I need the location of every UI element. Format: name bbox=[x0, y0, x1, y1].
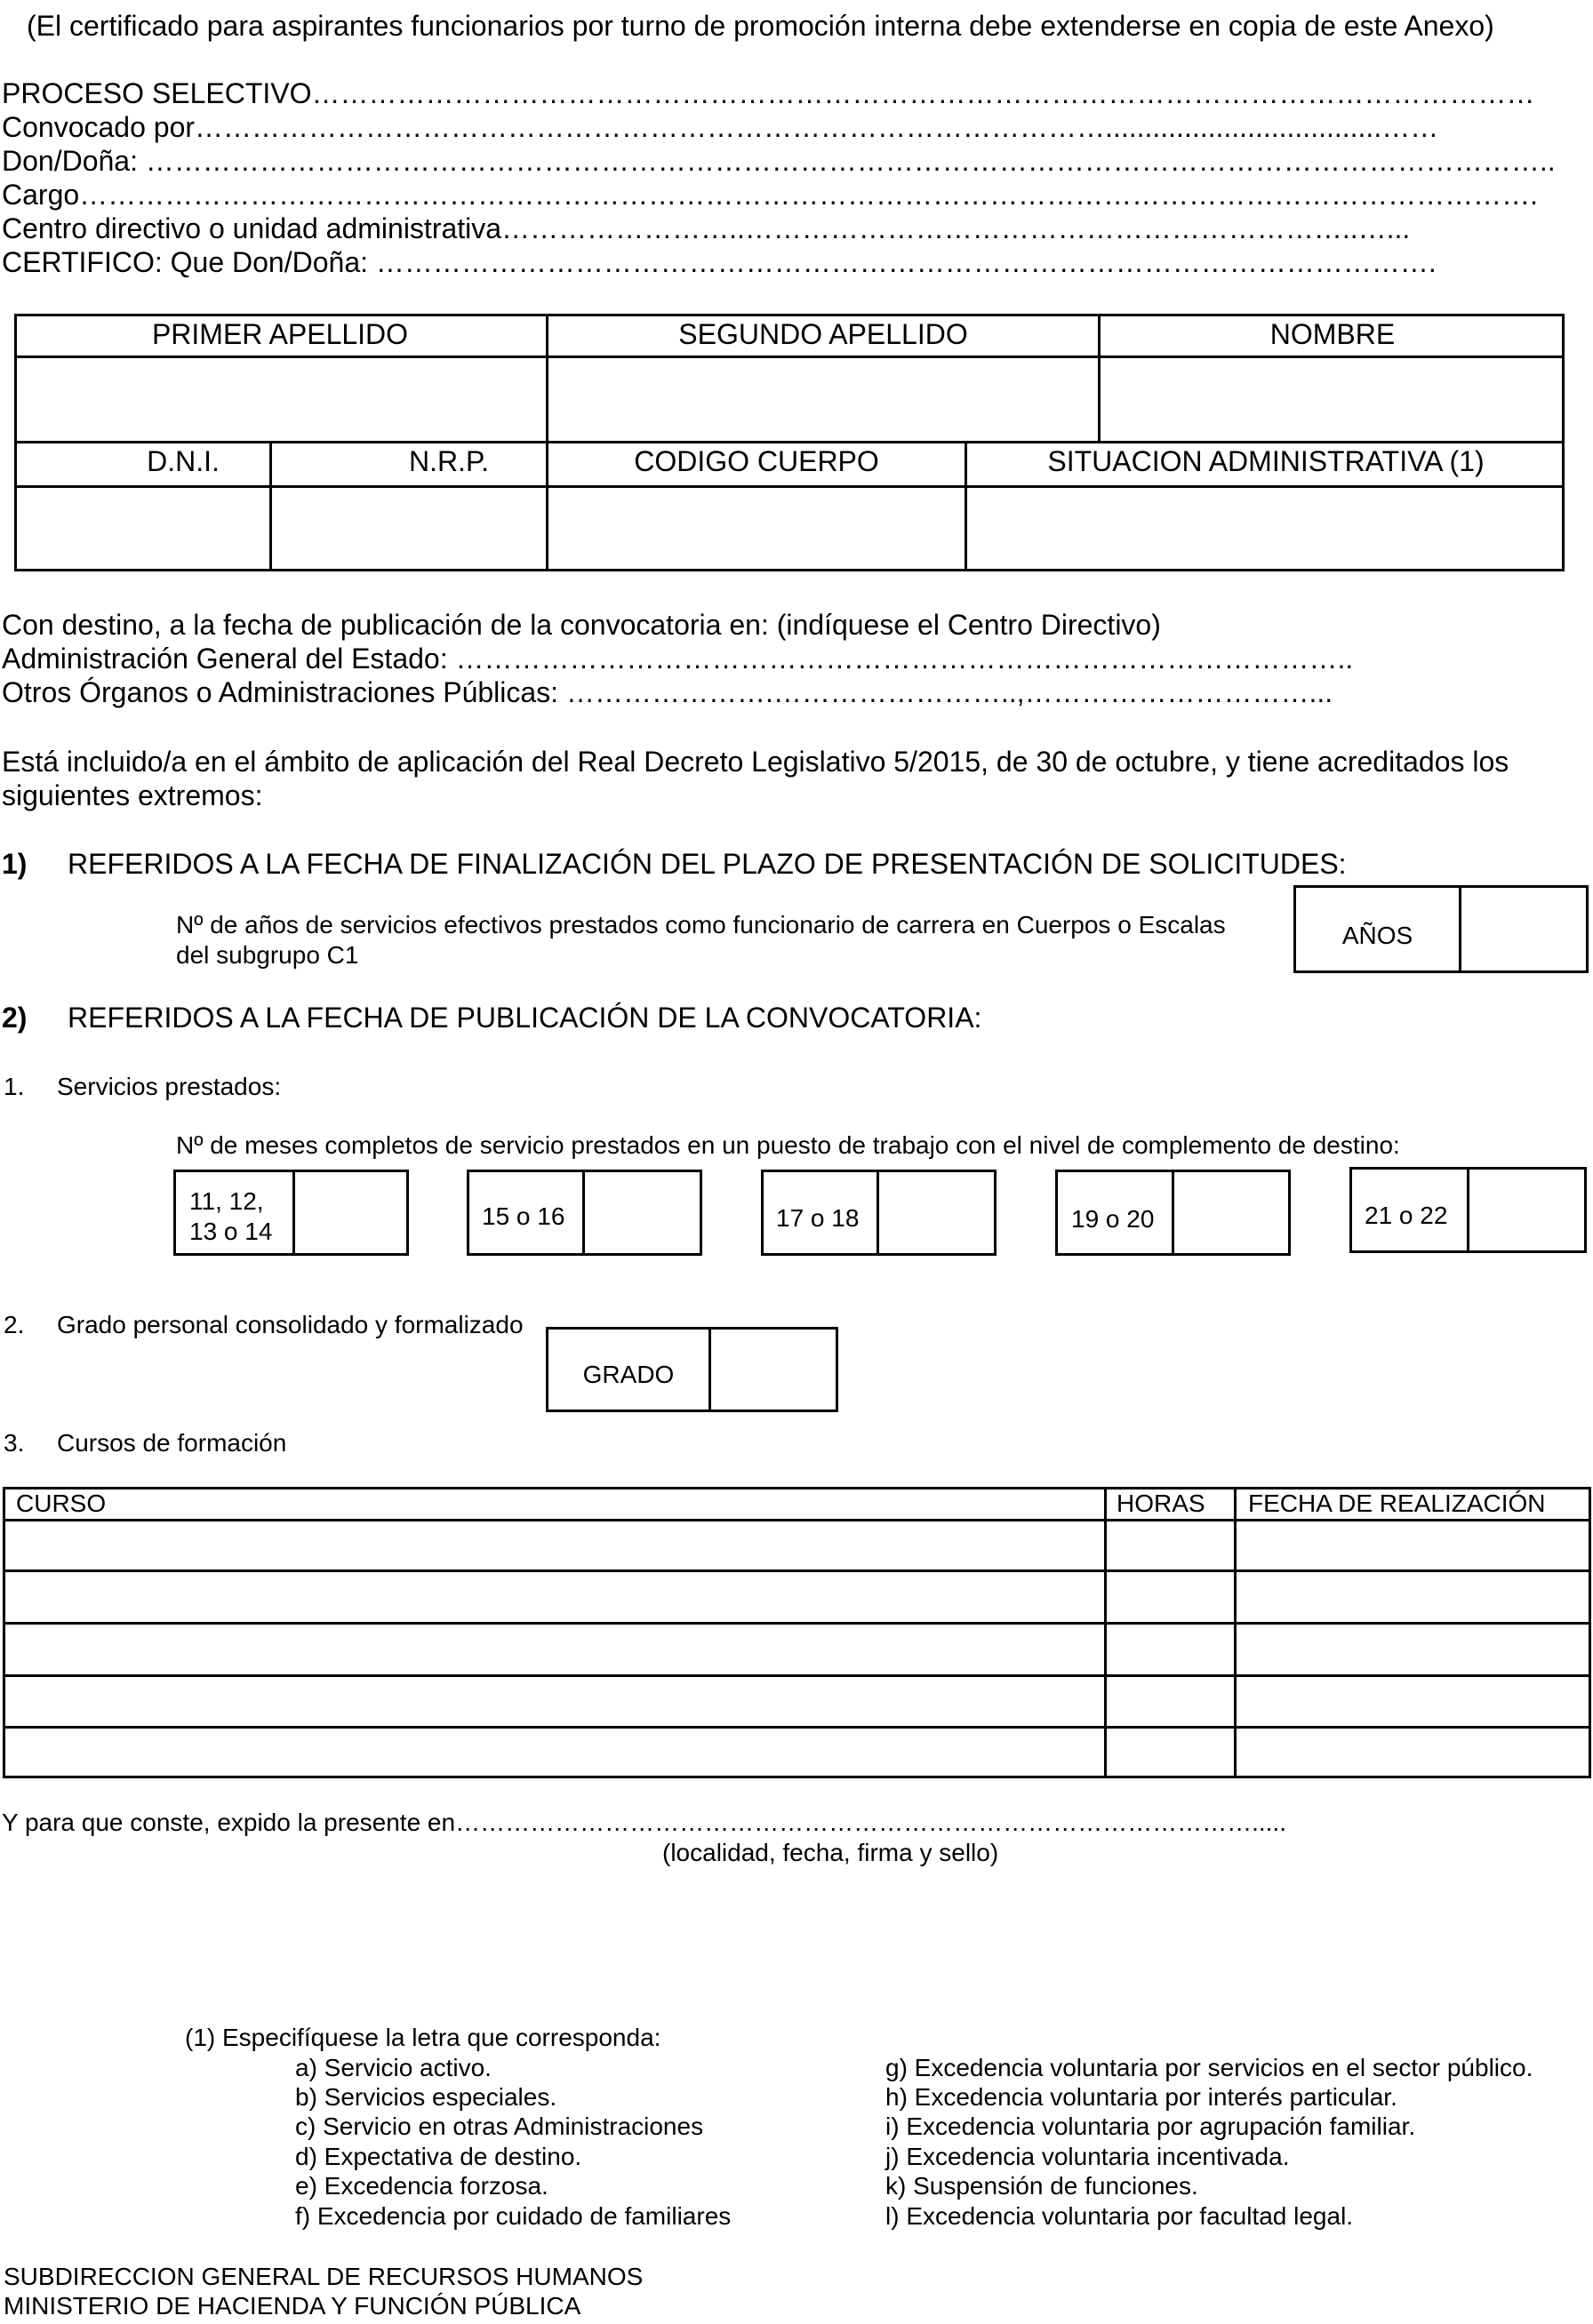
nivel-label: 15 o 16 bbox=[482, 1202, 565, 1230]
nivel-label-line2: 13 o 14 bbox=[189, 1218, 273, 1245]
situacion-administrativa-header: SITUACION ADMINISTRATIVA (1) bbox=[1047, 445, 1485, 477]
cursos-table-divider bbox=[1234, 1487, 1237, 1778]
footnote-item: g) Excedencia voluntaria por servicios en el sector público. bbox=[885, 2054, 1533, 2081]
intro-note: (El certificado para aspirantes funcionarios por turno de promoción interna debe extenderse en copia de este Anexo) bbox=[27, 10, 1494, 42]
id-table-rule bbox=[14, 355, 1565, 358]
fecha-realizacion-header: FECHA DE REALIZACIÓN bbox=[1248, 1489, 1546, 1517]
nivel-box-divider bbox=[1467, 1167, 1469, 1253]
footnote-item: b) Servicios especiales. bbox=[295, 2083, 557, 2111]
footnote-title: (1) Especifíquese la letra que corresponda: bbox=[185, 2024, 661, 2051]
id-table-rule bbox=[14, 485, 1565, 488]
cursos-table-rule bbox=[3, 1519, 1591, 1521]
anos-description-line2: del subgrupo C1 bbox=[176, 941, 359, 969]
grado-number: 2. bbox=[4, 1311, 25, 1338]
nivel-box-divider bbox=[292, 1170, 295, 1256]
section1-title: REFERIDOS A LA FECHA DE FINALIZACIÓN DEL PLAZO DE PRESENTACIÓN DE SOLICITUDES: bbox=[68, 848, 1347, 880]
ambito-text-line2: siguientes extremos: bbox=[2, 779, 263, 811]
footnote-item: d) Expectativa de destino. bbox=[295, 2143, 582, 2170]
footer-line2: MINISTERIO DE HACIENDA Y FUNCIÓN PÚBLICA bbox=[4, 2292, 581, 2320]
grado-label: Grado personal consolidado y formalizado bbox=[57, 1311, 524, 1338]
grado-box-divider bbox=[708, 1327, 711, 1412]
nivel-box-divider bbox=[582, 1170, 585, 1256]
nivel-label: 21 o 22 bbox=[1365, 1202, 1448, 1229]
section2-number: 2) bbox=[2, 1002, 28, 1034]
closing-subtitle: (localidad, fecha, firma y sello) bbox=[662, 1839, 999, 1866]
footnote-item: c) Servicio en otras Administraciones bbox=[295, 2112, 704, 2140]
horas-header: HORAS bbox=[1117, 1489, 1205, 1517]
destino-intro: Con destino, a la fecha de publicación de la convocatoria en: (indíquese el Centro Directivo) bbox=[2, 609, 1161, 641]
cursos-table-rule bbox=[3, 1569, 1591, 1572]
anos-label: AÑOS bbox=[1341, 922, 1413, 949]
certifico-line: CERTIFICO: Que Don/Doña: …………………………………………………………………………………………………. bbox=[2, 246, 1437, 278]
footnote-item: h) Excedencia voluntaria por interés particular. bbox=[885, 2083, 1397, 2111]
nivel-label-line1: 11, 12, bbox=[189, 1187, 264, 1215]
cursos-label: Cursos de formación bbox=[57, 1429, 287, 1457]
footnote-item: i) Excedencia voluntaria por agrupación familiar. bbox=[885, 2112, 1416, 2140]
otros-organos-line: Otros Órganos o Administraciones Públicas: ………………….……………………..,…………………………... bbox=[2, 676, 1333, 708]
nivel-box-divider bbox=[1172, 1170, 1174, 1256]
servicios-label: Servicios prestados: bbox=[57, 1073, 282, 1100]
section1-number: 1) bbox=[2, 848, 28, 880]
closing-line: Y para que conste, expido la presente en……………………………………………………………………………………..... bbox=[2, 1809, 1286, 1836]
footnote-item: f) Excedencia por cuidado de familiares bbox=[295, 2202, 732, 2230]
footnote-item: k) Suspensión de funciones. bbox=[885, 2172, 1198, 2200]
section2-title: REFERIDOS A LA FECHA DE PUBLICACIÓN DE LA CONVOCATORIA: bbox=[68, 1002, 982, 1034]
grado-box-label: GRADO bbox=[582, 1361, 675, 1388]
dni-header: D.N.I. bbox=[147, 445, 220, 477]
footnote-item: a) Servicio activo. bbox=[295, 2054, 492, 2081]
primer-apellido-header: PRIMER APELLIDO bbox=[151, 318, 409, 350]
cursos-table-rule bbox=[3, 1622, 1591, 1625]
cursos-number: 3. bbox=[4, 1429, 25, 1457]
anos-box-divider bbox=[1459, 885, 1461, 973]
id-table-rule bbox=[14, 441, 1565, 443]
codigo-cuerpo-header: CODIGO CUERPO bbox=[634, 445, 879, 477]
proceso-selectivo-line: PROCESO SELECTIVO………………………………………………………………………………………………………………… bbox=[2, 77, 1535, 109]
anos-description-line1: Nº de años de servicios efectivos prestados como funcionario de carrera en Cuerpos o Escalas bbox=[176, 911, 1226, 938]
cursos-table-rule bbox=[3, 1674, 1591, 1677]
cursos-table-rule bbox=[3, 1726, 1591, 1729]
nivel-label: 17 o 18 bbox=[776, 1204, 860, 1232]
footnote-item: e) Excedencia forzosa. bbox=[295, 2172, 548, 2200]
cargo-line: Cargo………………………………………………………………………………………………………………………………………. bbox=[2, 179, 1539, 211]
age-line: Administración General del Estado: ………………………………………………………………………………….. bbox=[2, 643, 1354, 675]
cursos-table-divider bbox=[1104, 1487, 1107, 1778]
convocado-por-line: Convocado por……………………………………………………………………………………...................................…… bbox=[2, 111, 1439, 143]
ambito-text-line1: Está incluido/a en el ámbito de aplicación del Real Decreto Legislativo 5/2015, de 30 de octubre, y tiene acreditados los bbox=[2, 746, 1509, 778]
footer-line1: SUBDIRECCION GENERAL DE RECURSOS HUMANOS bbox=[4, 2263, 644, 2290]
nombre-header: NOMBRE bbox=[1269, 318, 1396, 350]
footnote-item: j) Excedencia voluntaria incentivada. bbox=[885, 2143, 1290, 2170]
nrp-header: N.R.P. bbox=[408, 445, 490, 477]
segundo-apellido-header: SEGUNDO APELLIDO bbox=[678, 318, 968, 350]
curso-header: CURSO bbox=[16, 1489, 107, 1517]
nivel-label: 19 o 20 bbox=[1071, 1205, 1155, 1233]
servicios-number: 1. bbox=[4, 1073, 25, 1100]
footnote-item: l) Excedencia voluntaria por facultad legal. bbox=[885, 2202, 1354, 2230]
don-dona-line: Don/Doña: ………………………………………………………………………………………………………………………………….. bbox=[2, 145, 1556, 177]
cursos-table-border bbox=[3, 1487, 1591, 1778]
nivel-box-divider bbox=[877, 1170, 879, 1256]
centro-directivo-line: Centro directivo o unidad administrativa……………………..………………………………………………………..…... bbox=[2, 212, 1411, 244]
meses-description: Nº de meses completos de servicio prestados en un puesto de trabajo con el nivel de complemento de destino: bbox=[176, 1131, 1400, 1159]
